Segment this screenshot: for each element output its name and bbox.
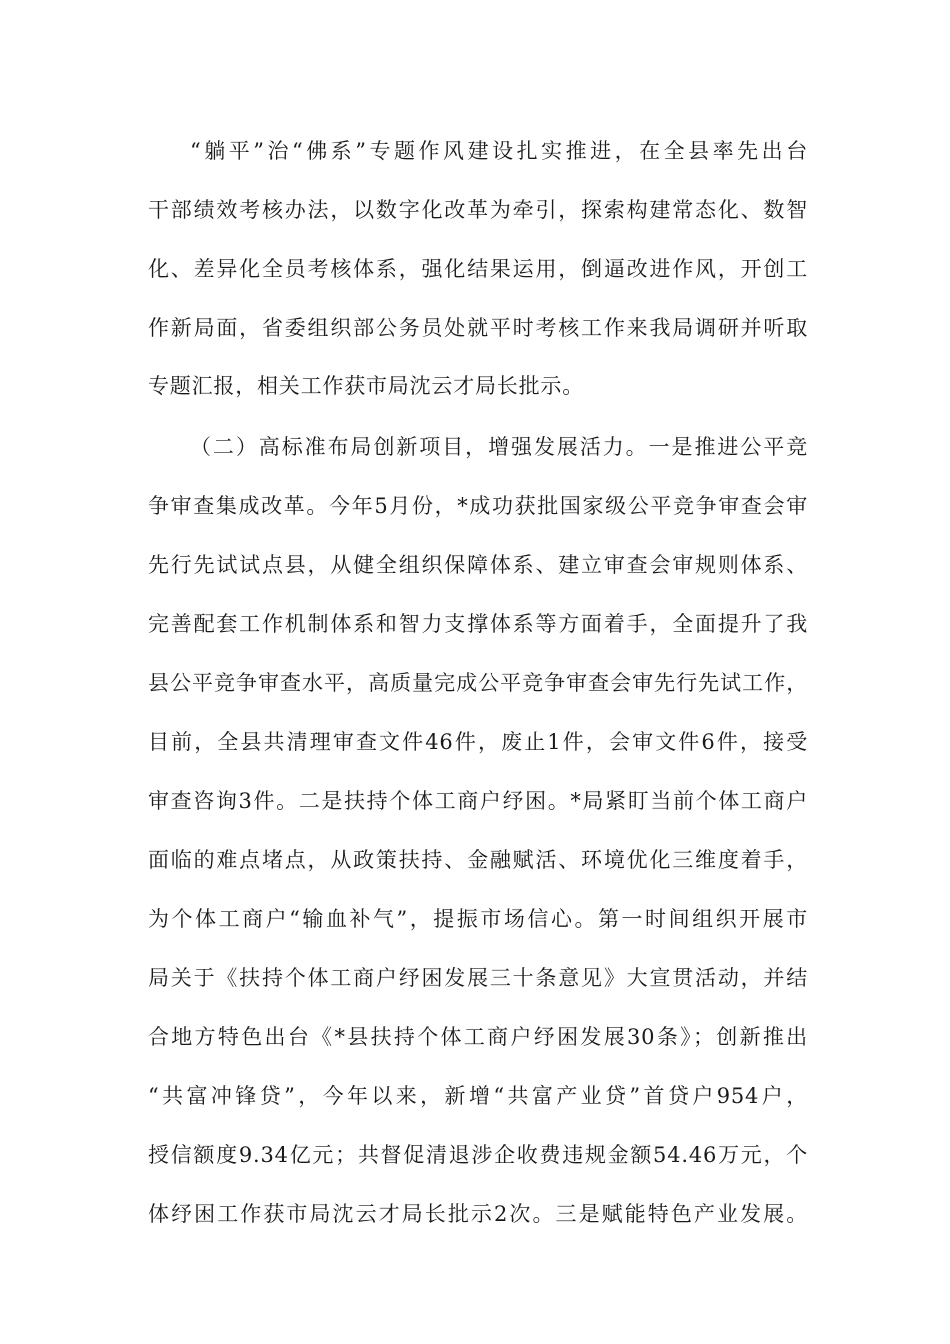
paragraph-2-line-8: 面临的难点堵点，从政策扶持、金融赋活、环境优化三维度着手， xyxy=(148,848,808,872)
paragraph-2-line-1: （二）高标准布局创新项目，增强发展活力。一是推进公平竞 xyxy=(190,435,808,459)
paragraph-2-line-4: 完善配套工作机制体系和智力支撑体系等方面着手，全面提升了我 xyxy=(148,612,808,636)
paragraph-2-line-10: 局关于《扶持个体工商户纾困发展三十条意见》大宣贯活动，并结 xyxy=(148,966,808,990)
paragraph-2-line-13: 授信额度9.34亿元；共督促清退涉企收费违规金额54.46万元，个 xyxy=(148,1143,808,1167)
paragraph-1-line-3: 化、差异化全员考核体系，强化结果运用，倒逼改进作风，开创工 xyxy=(148,257,808,281)
paragraph-2-line-6: 目前，全县共清理审查文件46件，废止1件，会审文件6件，接受 xyxy=(148,730,808,754)
paragraph-2-line-5: 县公平竞争审查水平，高质量完成公平竞争审查会审先行先试工作， xyxy=(148,671,808,695)
paragraph-1-line-5: 专题汇报，相关工作获市局沈云才局长批示。 xyxy=(148,374,584,398)
paragraph-2-line-14: 体纾困工作获市局沈云才局长批示2次。三是赋能特色产业发展。 xyxy=(148,1202,808,1226)
paragraph-1-line-1: “躺平”治“佛系”专题作风建设扎实推进，在全县率先出台 xyxy=(190,139,808,163)
paragraph-2-line-2: 争审查集成改革。今年5月份，*成功获批国家级公平竞争审查会审 xyxy=(148,494,808,518)
paragraph-2-line-11: 合地方特色出台《*县扶持个体工商户纾困发展30条》；创新推出 xyxy=(148,1025,808,1049)
paragraph-2-line-7: 审查咨询3件。二是扶持个体工商户纾困。*局紧盯当前个体工商户 xyxy=(148,789,808,813)
paragraph-1-line-4: 作新局面，省委组织部公务员处就平时考核工作来我局调研并听取 xyxy=(148,316,808,340)
paragraph-1-line-2: 干部绩效考核办法，以数字化改革为牵引，探索构建常态化、数智 xyxy=(148,198,808,222)
paragraph-2-line-9: 为个体工商户“输血补气”，提振市场信心。第一时间组织开展市 xyxy=(148,907,808,931)
paragraph-2-line-3: 先行先试试点县，从健全组织保障体系、建立审查会审规则体系、 xyxy=(148,553,808,577)
paragraph-2-line-12: “共富冲锋贷”，今年以来，新增“共富产业贷”首贷户954户， xyxy=(148,1084,808,1108)
